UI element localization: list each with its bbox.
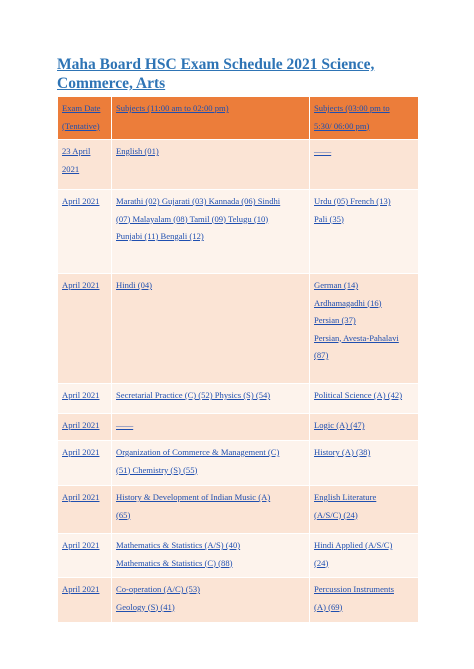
- evening-subjects-cell: [310, 441, 419, 486]
- morning-subjects-cell-line[interactable]: (51) Chemistry (S) (55): [116, 464, 198, 475]
- morning-subjects-cell-line[interactable]: Mathematics & Statistics (A/S) (40): [116, 540, 241, 550]
- exam-date-cell: [58, 534, 112, 578]
- exam-date-cell-line[interactable]: April 2021: [62, 420, 100, 430]
- evening-subjects-cell: [310, 578, 419, 623]
- exam-date-cell-line[interactable]: April 2021: [62, 390, 100, 400]
- evening-subjects-cell-line[interactable]: (24): [314, 557, 329, 568]
- exam-schedule-table: [57, 96, 419, 623]
- morning-subjects-cell: [112, 384, 310, 414]
- header-evening-subjects-line[interactable]: 5:30/ 06:00 pm): [314, 120, 370, 131]
- morning-subjects-cell-line[interactable]: Hindi (04): [116, 280, 153, 290]
- header-exam-date-line[interactable]: (Tentative): [62, 120, 100, 131]
- evening-subjects-cell-line[interactable]: English Literature: [314, 492, 377, 502]
- exam-date-cell-line[interactable]: 23 April: [62, 146, 91, 156]
- exam-date-cell: [58, 274, 112, 384]
- exam-date-cell: [58, 441, 112, 486]
- evening-subjects-cell-line[interactable]: (A) (69): [314, 601, 343, 612]
- evening-subjects-cell-line[interactable]: ——: [314, 146, 332, 156]
- evening-subjects-cell-line[interactable]: Ardhamagadhi (16): [314, 297, 382, 308]
- evening-subjects-cell: [310, 414, 419, 441]
- evening-subjects-cell-line[interactable]: Political Science (A) (42): [314, 390, 403, 400]
- exam-date-cell: [58, 486, 112, 534]
- morning-subjects-cell-line[interactable]: Marathi (02) Gujarati (03) Kannada (06) Sindhi: [116, 196, 281, 206]
- morning-subjects-cell-line[interactable]: (07) Malayalam (08) Tamil (09) Telugu (10): [116, 213, 269, 224]
- header-exam-date: [58, 97, 112, 140]
- exam-date-cell: [58, 384, 112, 414]
- evening-subjects-cell-line[interactable]: (87): [314, 350, 329, 360]
- morning-subjects-cell: [112, 414, 310, 441]
- page-title: Maha Board HSC Exam Schedule 2021 Science, Commerce, Arts: [57, 56, 375, 92]
- morning-subjects-cell: [112, 486, 310, 534]
- evening-subjects-cell-line[interactable]: (A/S/C) (24): [314, 509, 358, 520]
- morning-subjects-cell: [112, 534, 310, 578]
- evening-subjects-cell-line[interactable]: Percussion Instruments: [314, 584, 394, 594]
- morning-subjects-cell-line[interactable]: Punjabi (11) Bengali (12): [116, 231, 204, 241]
- evening-subjects-cell-line[interactable]: Logic (A) (47): [314, 420, 365, 430]
- table-header-row: [58, 97, 419, 140]
- exam-date-cell-line[interactable]: 2021: [62, 163, 80, 174]
- morning-subjects-cell-line[interactable]: ——: [116, 420, 134, 430]
- table-row: [58, 190, 419, 274]
- table-row: [58, 441, 419, 486]
- morning-subjects-cell-line[interactable]: Co-operation (A/C) (53): [116, 584, 201, 594]
- header-evening-subjects-line[interactable]: Subjects (03:00 pm to: [314, 103, 390, 113]
- header-morning-subjects-line[interactable]: Subjects (11:00 am to 02:00 pm): [116, 103, 229, 113]
- exam-date-cell: [58, 190, 112, 274]
- table-row: [58, 140, 419, 190]
- morning-subjects-cell-line[interactable]: History & Development of Indian Music (A): [116, 492, 271, 502]
- morning-subjects-cell: [112, 578, 310, 623]
- evening-subjects-cell: [310, 384, 419, 414]
- table-row: [58, 534, 419, 578]
- header-evening-subjects: [310, 97, 419, 140]
- morning-subjects-cell-line[interactable]: Secretarial Practice (C) (52) Physics (S) (54): [116, 390, 271, 400]
- exam-date-cell-line[interactable]: April 2021: [62, 540, 100, 550]
- morning-subjects-cell-line[interactable]: Organization of Commerce & Management (C): [116, 447, 280, 457]
- exam-date-cell-line[interactable]: April 2021: [62, 492, 100, 502]
- exam-date-cell-line[interactable]: April 2021: [62, 584, 100, 594]
- evening-subjects-cell: [310, 274, 419, 384]
- evening-subjects-cell-line[interactable]: Hindi Applied (A/S/C): [314, 540, 393, 550]
- morning-subjects-cell: [112, 190, 310, 274]
- evening-subjects-cell: [310, 140, 419, 190]
- evening-subjects-cell: [310, 534, 419, 578]
- evening-subjects-cell-line[interactable]: Persian (37): [314, 315, 356, 325]
- evening-subjects-cell-line[interactable]: Persian, Avesta-Pahalavi: [314, 332, 399, 343]
- exam-date-cell-line[interactable]: April 2021: [62, 280, 100, 290]
- evening-subjects-cell: [310, 486, 419, 534]
- evening-subjects-cell-line[interactable]: German (14): [314, 280, 359, 290]
- exam-date-cell: [58, 140, 112, 190]
- exam-date-cell: [58, 414, 112, 441]
- table-row: [58, 578, 419, 623]
- table-row: [58, 384, 419, 414]
- morning-subjects-cell: [112, 441, 310, 486]
- morning-subjects-cell: [112, 274, 310, 384]
- exam-date-cell-line[interactable]: April 2021: [62, 196, 100, 206]
- evening-subjects-cell-line[interactable]: Pali (35): [314, 213, 344, 224]
- morning-subjects-cell-line[interactable]: Geology (S) (41): [116, 601, 175, 612]
- morning-subjects-cell-line[interactable]: (65): [116, 509, 131, 520]
- exam-date-cell-line[interactable]: April 2021: [62, 447, 100, 457]
- header-exam-date-line[interactable]: Exam Date: [62, 103, 101, 113]
- header-morning-subjects: [112, 97, 310, 140]
- table-row: [58, 486, 419, 534]
- table-row: [58, 414, 419, 441]
- evening-subjects-cell-line[interactable]: History (A) (38): [314, 447, 371, 457]
- morning-subjects-cell-line[interactable]: English (01): [116, 146, 159, 156]
- exam-date-cell: [58, 578, 112, 623]
- evening-subjects-cell: [310, 190, 419, 274]
- table-row: [58, 274, 419, 384]
- morning-subjects-cell-line[interactable]: Mathematics & Statistics (C) (88): [116, 557, 233, 568]
- evening-subjects-cell-line[interactable]: Urdu (05) French (13): [314, 196, 391, 206]
- morning-subjects-cell: [112, 140, 310, 190]
